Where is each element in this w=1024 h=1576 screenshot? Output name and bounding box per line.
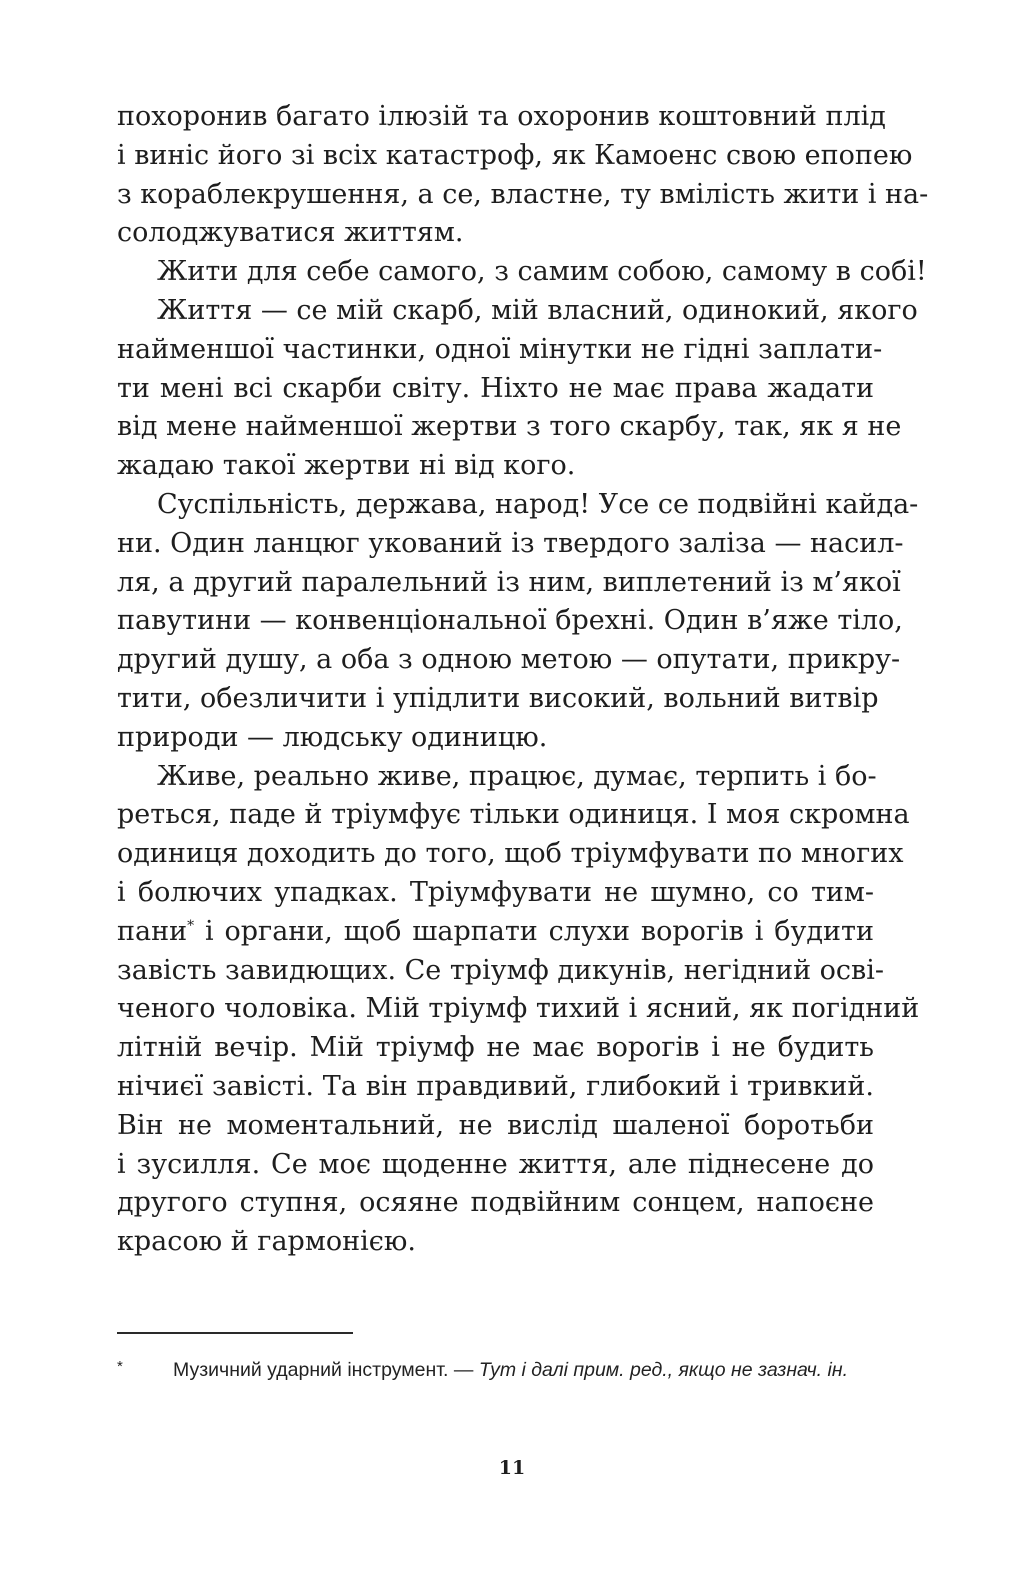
text-line: красою й гармонією.: [117, 1226, 416, 1258]
text-line: літній вечір. Мій тріумф не має ворогів і не будить: [117, 1032, 874, 1064]
page-number: 11: [498, 1457, 526, 1479]
text-line: другий душу, а оба з одною метою — опутати, прикру-: [117, 644, 901, 676]
text-line-with-footnote: [117, 913, 874, 952]
text-line: павутини — конвенціональної брехні. Один в’яже тіло,: [117, 605, 903, 637]
text-line: другого ступня, осяяне подвійним сонцем, напоєне: [117, 1187, 874, 1219]
text-line: одиниця доходить до того, щоб тріумфувати по многих: [117, 838, 904, 870]
text-line: ни. Один ланцюг укований із твердого заліза — насил-: [117, 527, 904, 559]
text-line: природи — людську одиницю.: [117, 721, 548, 753]
text-line: завість завидющих. Се тріумф дикунів, негідний осві-: [117, 954, 884, 986]
text-line: ля, а другий паралельний із ним, виплетений із м’якої: [117, 566, 901, 598]
text-line: солоджуватися життям.: [117, 217, 464, 249]
footnote-body: [117, 1354, 874, 1387]
footnote-editor-note: Тут і далі прим. ред., якщо не зазнач. ін.: [478, 1359, 848, 1381]
text-line: нічиєї завісті. Та він правдивий, глибокий і тривкий.: [117, 1070, 874, 1102]
text-line: ченого чоловіка. Мій тріумф тихий і ясний, як погідний: [117, 993, 920, 1025]
text-line: від мене найменшої жертви з того скарбу, так, як я не: [117, 411, 902, 443]
text-line: Жити для себе самого, з самим собою, самому в собі!: [157, 256, 927, 288]
text-line: ти мені всі скарби світу. Ніхто не має права жадати: [117, 372, 874, 404]
footnote-divider: [117, 1332, 353, 1334]
footnote-line-prefix: пани: [117, 915, 188, 947]
text-line: Він не моментальний, не вислід шаленої боротьби: [117, 1109, 874, 1141]
text-line: тити, обезличити і упідлити високий, вольний витвір: [117, 682, 879, 714]
text-line: і болючих упадках. Тріумфувати не шумно, со тим-: [117, 876, 874, 908]
footnote-reference-marker: *: [187, 917, 195, 934]
footnote-dash: —: [448, 1359, 479, 1381]
text-line: жадаю такої жертви ні від кого.: [117, 450, 576, 482]
text-line: реться, паде й тріумфує тільки одиниця. І моя скромна: [117, 799, 910, 831]
footnote-text: Музичний ударний інструмент.: [173, 1359, 449, 1381]
footnote-marker: *: [117, 1358, 123, 1375]
text-line: найменшої частинки, одної мінутки не гідні заплати-: [117, 333, 883, 365]
footnote-line-rest: i органи, щоб шарпати слухи ворогів і будити: [204, 915, 874, 947]
footnote: [117, 1354, 874, 1387]
text-line: з кораблекрушення, а се, властне, ту вмілість жити і на-: [117, 178, 929, 210]
text-line: Живе, реально живе, працює, думає, терпить і бо-: [157, 760, 877, 792]
main-text: [117, 98, 929, 1262]
text-line: і зусилля. Се моє щоденне життя, але піднесене до: [117, 1148, 874, 1180]
text-line: Суспільність, держава, народ! Усе се подвійні кайда-: [157, 488, 919, 520]
text-line: Життя — се мій скарб, мій власний, одинокий, якого: [157, 294, 918, 326]
text-line: похоронив багато ілюзій та охоронив коштовний плід: [117, 101, 886, 132]
text-line: і виніс його зі всіх катастроф, як Камоенс свою епопею: [117, 139, 913, 171]
